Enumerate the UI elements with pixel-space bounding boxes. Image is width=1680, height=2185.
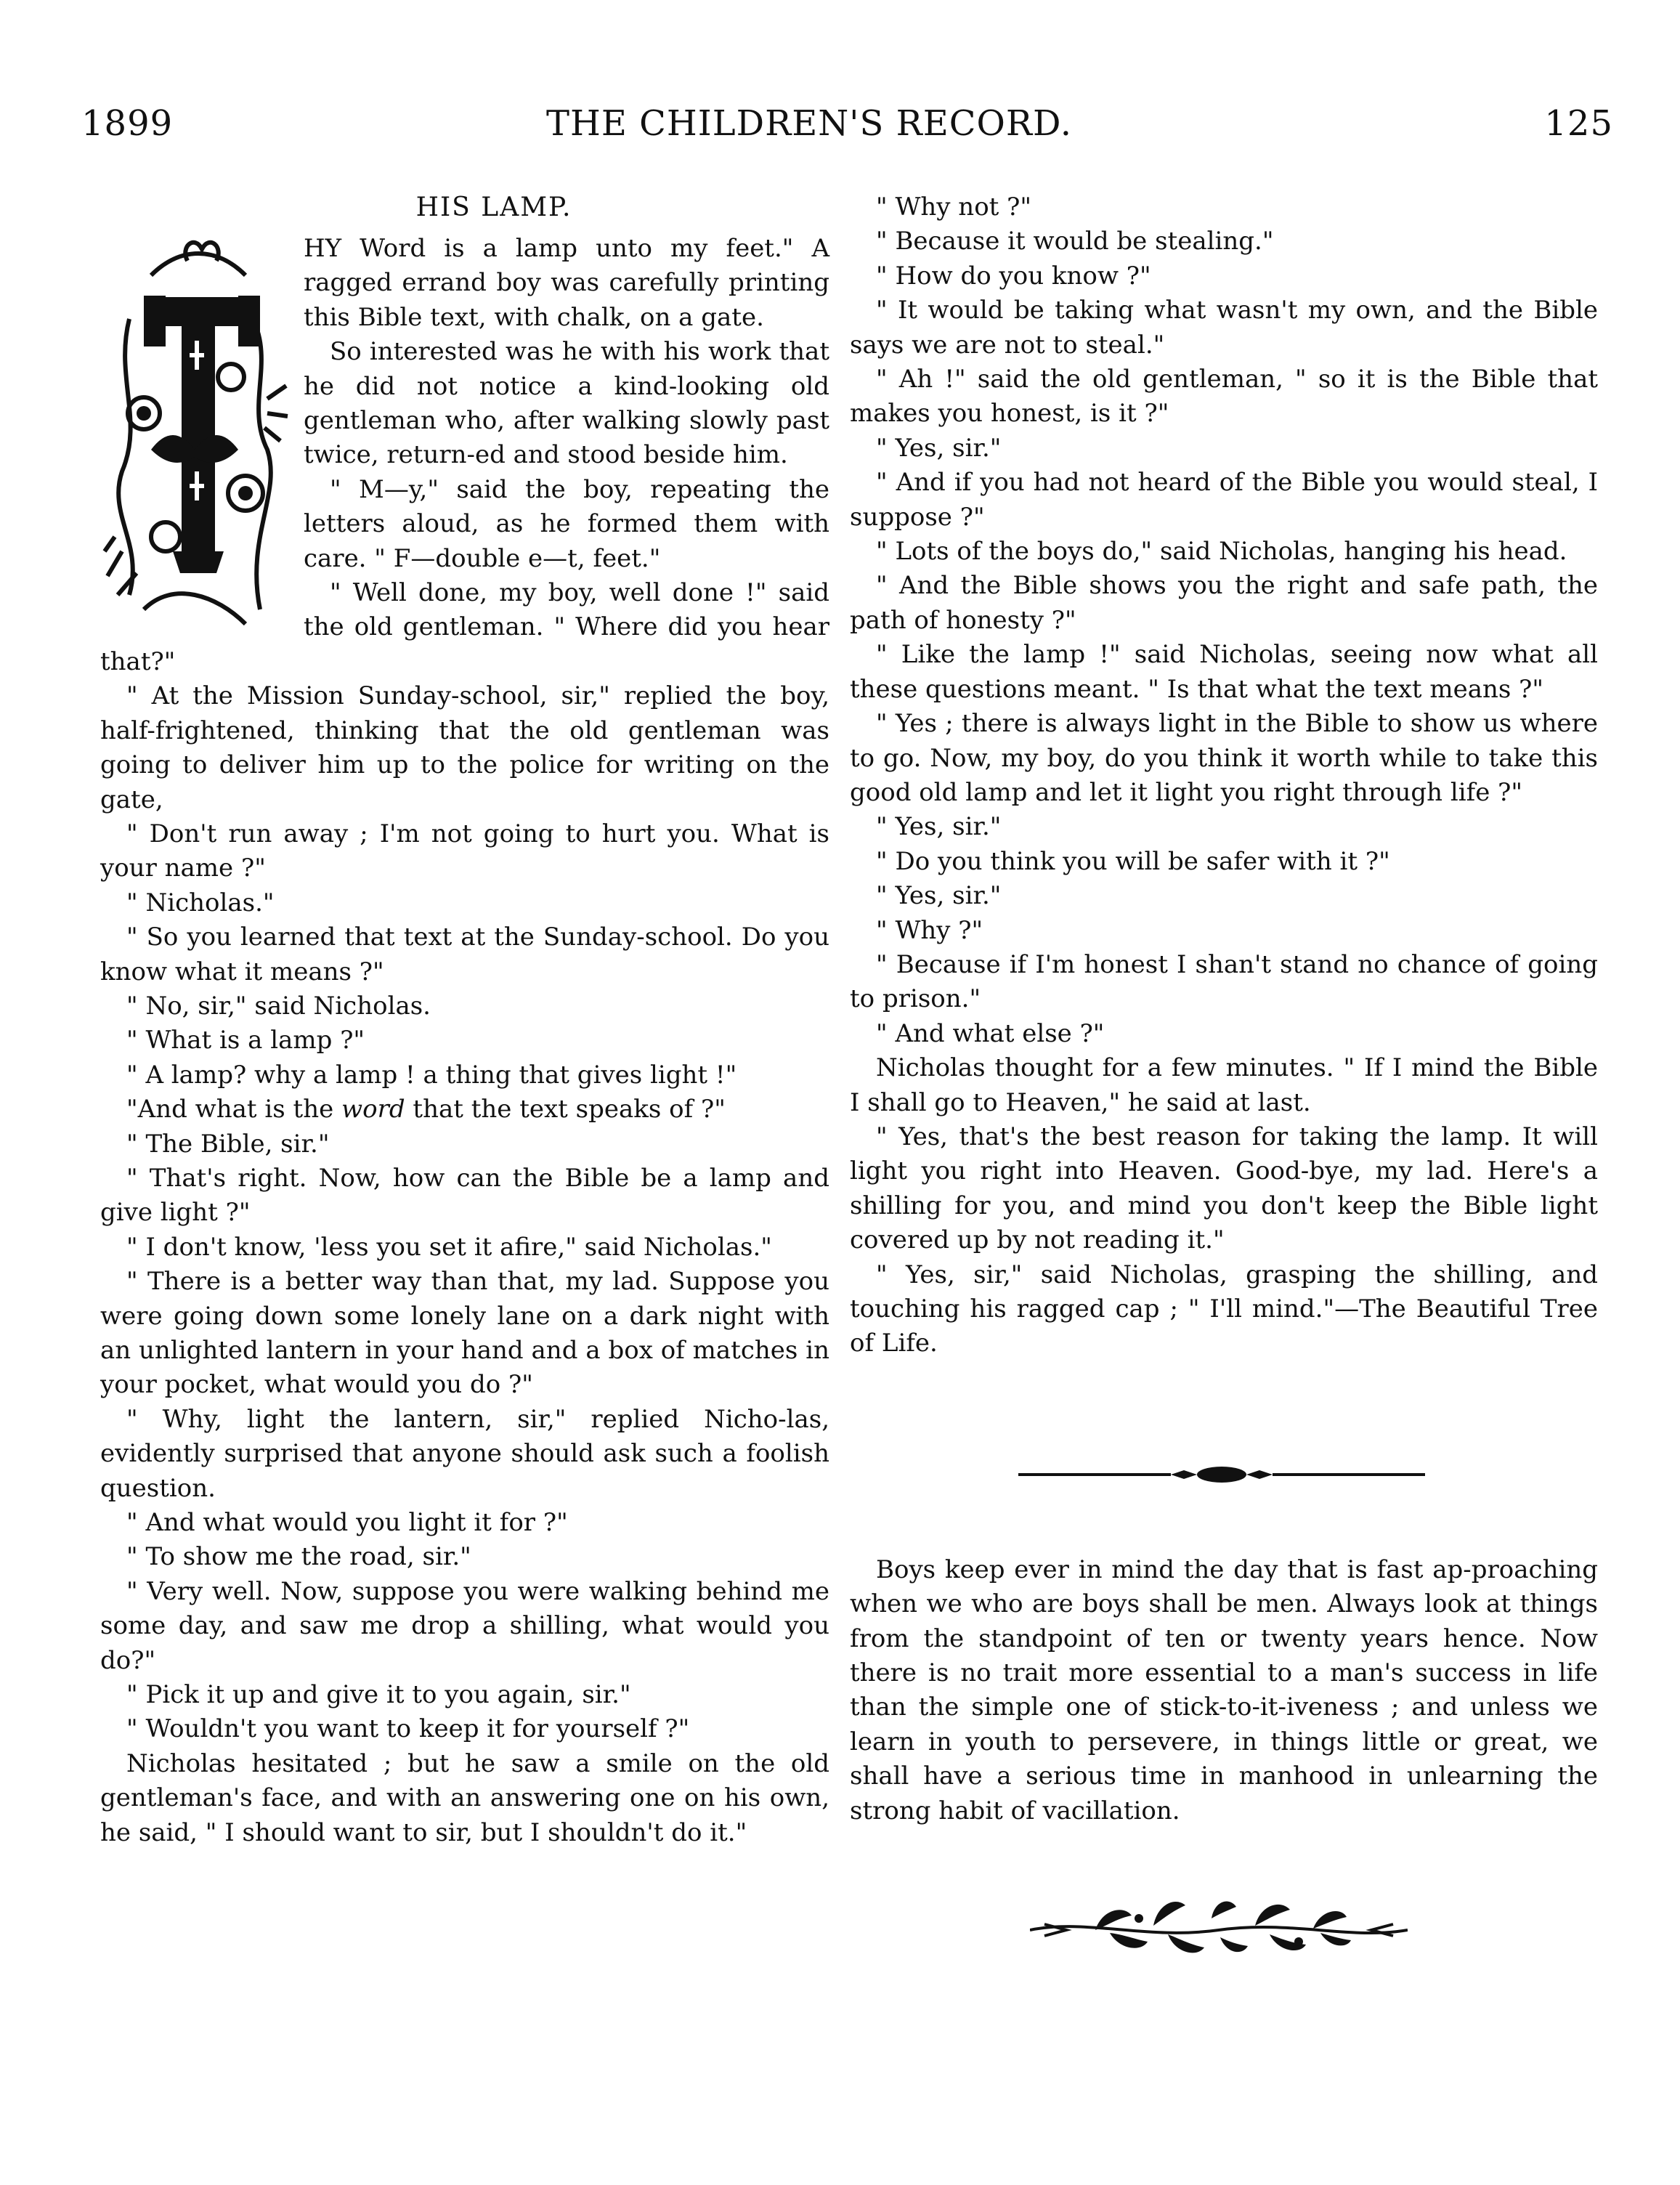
story-paragraph: " Don't run away ; I'm not going to hurt you. What is your name ?" [100,819,829,883]
story-paragraph: HY Word is a lamp unto my feet." A ragged errand boy was carefully printing this Bible text, with chalk, on a gate. [304,234,829,332]
story-paragraph: " That's right. Now, how can the Bible be a lamp and give light ?" [100,1163,829,1228]
line-divider-icon [1018,1460,1425,1489]
story-paragraph: " Yes, sir." [876,812,1002,842]
story-paragraph: " Because if I'm honest I shan't stand no chance of going to prison." [850,949,1598,1014]
story-paragraph: " Lots of the boys do," said Nicholas, hanging his head. [876,537,1567,567]
story-paragraph: " And what else ?" [876,1018,1105,1048]
right-column [850,190,1598,1971]
header-page-number: 125 [1544,103,1613,144]
story-paragraph: " At the Mission Sunday-school, sir," replied the boy, half-frightened, thinking that the old gentleman was going to deliver him up to the police for writing on the gate, [100,681,829,814]
story-paragraph: Nicholas hesitated ; but he saw a smile on the old gentleman's face, and with an answering one on his own, he said, " I should want to sir, but I shouldn't do it." [100,1748,829,1847]
story-paragraph: " Well done, my boy, well done !" said the old gentleman. " Where did you hear that?" [100,578,829,676]
story-paragraph: So interested was he with his work that he did not notice a kind-looking old gentleman who, after walking slowly past twice, return-ed and stood beside him. [304,337,829,470]
italic-word: word [341,1095,405,1124]
story-paragraph: " How do you know ?" [876,261,1151,291]
story-paragraph: " No, sir," said Nicholas. [126,991,431,1021]
story-paragraph: " There is a better way than that, my lad. Suppose you were going down some lonely lane on a dark night with an unlighted lantern in your hand and a box of matches in your pocket, what would you do ?" [100,1267,829,1400]
story-paragraph: " Yes, sir." [876,881,1002,911]
story-paragraph: " To show me the road, sir." [126,1542,471,1572]
story-paragraph: " Very well. Now, suppose you were walking behind me some day, and saw me drop a shilling, what would you do?" [100,1576,829,1675]
story-paragraph: " M—y," said the boy, repeating the letters aloud, as he formed them with care. " F—double e—t, feet." [304,474,829,573]
header-title: THE CHILDREN'S RECORD. [546,103,1073,144]
story-paragraph: " A lamp? why a lamp ! a thing that gives light !" [126,1060,737,1090]
story-paragraph: " It would be taking what wasn't my own, and the Bible says we are not to steal." [850,296,1598,360]
story-paragraph: " I don't know, 'less you set it afire," said Nicholas." [126,1232,772,1262]
story-paragraph: "And what is the word that the text speaks of ?" [126,1095,726,1124]
story-paragraph: " Yes, that's the best reason for taking the lamp. It will light you right into Heaven. Good-bye, my lad. Here's a shilling for you, and mind you don't keep the Bible light covered up by not reading it." [850,1122,1598,1255]
story-left-paragraphs-continued [100,1127,829,1851]
story-paragraph: " And what would you light it for ?" [126,1508,568,1538]
story-paragraph: " Nicholas." [126,888,275,917]
story-paragraph: " Ah !" said the old gentleman, " so it is the Bible that makes you honest, is it ?" [850,365,1598,429]
floral-vine-ornament-icon [1030,1889,1408,1971]
story-paragraph: " Why ?" [876,915,983,945]
story-paragraph: " Because it would be stealing." [876,227,1274,256]
story-paragraph: " The Bible, sir." [126,1129,330,1159]
closing-note: Boys keep ever in mind the day that is fast ap-proaching when we who are boys shall be men. Always look at things from the standpoint of ten or twenty years hence. Now there is no trait more essential to a man's success in life than the simple one of stick-to-it-iveness ; and unless we learn in youth to persevere, in things little or great, we shall have a serious time in manhood in unlearning the strong habit of vacillation. [850,1554,1598,1825]
story-paragraph: " Yes ; there is always light in the Bible to show us where to go. Now, my boy, do you think it worth while to take this good old lamp and let it light you right through life ?" [850,709,1598,807]
story-paragraph: " Pick it up and give it to you again, sir." [126,1680,631,1710]
story-paragraph: " Wouldn't you want to keep it for yourself ?" [126,1714,690,1744]
story-paragraph: " And the Bible shows you the right and safe path, the path of honesty ?" [850,571,1598,635]
ornate-floral-letter-icon [100,232,291,639]
story-paragraph: Nicholas thought for a few minutes. " If I mind the Bible I shall go to Heaven," he said at last. [850,1053,1598,1117]
story-paragraph: " Like the lamp !" said Nicholas, seeing now what all these questions meant. " Is that what the text means ?" [850,640,1598,704]
story-paragraph: " Why, light the lantern, sir," replied Nicho-las, evidently surprised that anyone should ask such a foolish question. [100,1404,829,1503]
story-title: HIS LAMP. [415,192,572,222]
header-year: 1899 [81,103,174,144]
story-paragraph: " Do you think you will be safer with it ?" [876,846,1390,876]
left-column [100,190,829,1850]
story-paragraph: " Yes, sir." [876,433,1002,463]
story-paragraph: " Why not ?" [876,192,1032,222]
story-right-paragraphs [850,190,1598,1361]
story-paragraph: " And if you had not heard of the Bible you would steal, I suppose ?" [850,468,1598,532]
story-paragraph: " What is a lamp ?" [126,1026,365,1055]
story-paragraph: " Yes, sir," said Nicholas, grasping the shilling, and touching his ragged cap ; " I'll mind."—The Beautiful Tree of Life. [850,1260,1598,1358]
story-paragraph: " So you learned that text at the Sunday-school. Do you know what it means ?" [100,923,829,986]
drop-cap-ornament-icon [100,232,291,639]
